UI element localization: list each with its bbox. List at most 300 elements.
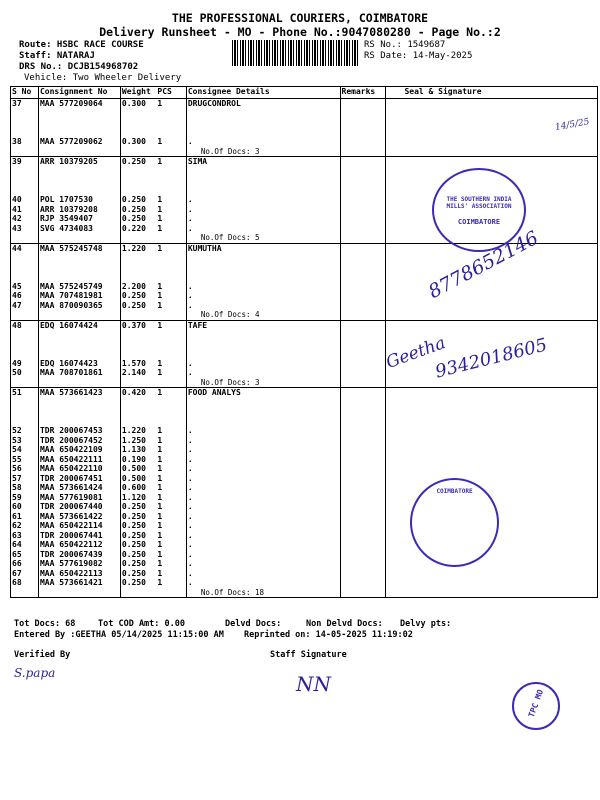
- cell-consignment: MAA 577209062: [38, 137, 120, 147]
- table-row: [11, 301, 598, 311]
- spacer-cell: [186, 253, 340, 263]
- nodocs-empty: [386, 588, 598, 598]
- drs-no: DRS No.: DCJB154968702: [19, 62, 139, 72]
- handwritten-name-tafe: Geetha: [383, 333, 449, 373]
- cell-consignment: MAA 650422113: [38, 569, 120, 579]
- cell-consignment: MAA 870090365: [38, 301, 120, 311]
- cell-consignee-dot: .: [186, 282, 340, 292]
- spacer-cell: [156, 417, 186, 427]
- cell-remarks: [340, 243, 386, 253]
- cell-remarks: [340, 550, 386, 560]
- spacer-cell: [38, 109, 120, 119]
- tpc-stamp-text: TPC MO: [526, 688, 546, 719]
- cell-remarks: [340, 205, 386, 215]
- cell-remarks: [340, 483, 386, 493]
- cell-consignment: TDR 200067439: [38, 550, 120, 560]
- cell-consignment: MAA 708701861: [38, 368, 120, 378]
- col-consignee: Consignee Details: [186, 87, 340, 99]
- cell-weight: 0.600: [120, 483, 156, 493]
- table-row: [11, 388, 598, 398]
- cell-consignment: RJP 3549407: [38, 214, 120, 224]
- cell-consignee-dot: .: [186, 540, 340, 550]
- spacer-cell: [340, 167, 386, 177]
- cell-weight: 0.420: [120, 388, 156, 398]
- cell-sno: 40: [11, 195, 39, 205]
- cell-remarks: [340, 301, 386, 311]
- spacer-cell: [340, 263, 386, 273]
- spacer-cell: [11, 167, 39, 177]
- table-row: [11, 291, 598, 301]
- table-row: [11, 320, 598, 330]
- cell-consignment: MAA 575245748: [38, 243, 120, 253]
- cell-sno: 50: [11, 368, 39, 378]
- nodocs-empty: [120, 310, 156, 320]
- cell-seal: [386, 569, 598, 579]
- spacer-cell: [38, 128, 120, 138]
- runsheet-subtitle: Delivery Runsheet - MO - Phone No.:9047080280 - Page No.:2: [99, 25, 501, 39]
- spacer-cell: [120, 128, 156, 138]
- spacer-cell: [340, 407, 386, 417]
- col-seal: Seal & Signature: [386, 87, 598, 99]
- cell-consignment: MAA 650422109: [38, 445, 120, 455]
- cell-weight: 0.250: [120, 559, 156, 569]
- cell-consignee-dot: .: [186, 521, 340, 531]
- cell-consignment: MAA 650422111: [38, 455, 120, 465]
- spacer-row: [11, 330, 598, 340]
- spacer-cell: [156, 340, 186, 350]
- spacer-cell: [186, 109, 340, 119]
- spacer-cell: [186, 398, 340, 408]
- spacer-cell: [11, 253, 39, 263]
- cell-remarks: [340, 521, 386, 531]
- route: Route: HSBC RACE COURSE: [19, 40, 144, 50]
- cell-consignment: SVG 4734083: [38, 224, 120, 234]
- cell-remarks: [340, 282, 386, 292]
- cell-consignment: MAA 573661422: [38, 512, 120, 522]
- cell-remarks: [340, 359, 386, 369]
- spacer-row: [11, 272, 598, 282]
- spacer-cell: [186, 330, 340, 340]
- cell-weight: 0.370: [120, 320, 156, 330]
- cell-seal: [386, 157, 598, 167]
- cell-weight: 2.200: [120, 282, 156, 292]
- cell-weight: 0.300: [120, 137, 156, 147]
- cell-pcs: 1: [157, 473, 163, 483]
- spacer-cell: [38, 272, 120, 282]
- cell-sno: 46: [11, 291, 39, 301]
- spacer-cell: [186, 340, 340, 350]
- cell-weight: 1.220: [120, 243, 156, 253]
- table-row: [11, 493, 598, 503]
- tot-docs: Tot Docs: 68: [14, 619, 76, 629]
- cell-seal: [386, 445, 598, 455]
- cell-sno: 56: [11, 464, 39, 474]
- nodocs-empty: [38, 588, 120, 598]
- table-row: [11, 540, 598, 550]
- spacer-cell: [340, 349, 386, 359]
- food-stamp-city: COIMBATORE: [436, 488, 473, 495]
- cell-remarks: [340, 493, 386, 503]
- cell-sno: 48: [11, 320, 39, 330]
- cell-sno: 62: [11, 521, 39, 531]
- cell-sno: 37: [11, 99, 39, 109]
- cell-consignment: MAA 577619082: [38, 559, 120, 569]
- spacer-cell: [38, 340, 120, 350]
- cell-seal: [386, 550, 598, 560]
- cell-consignee-dot: .: [186, 578, 340, 588]
- cell-remarks: [340, 578, 386, 588]
- cell-seal: [386, 282, 598, 292]
- spacer-cell: [38, 417, 120, 427]
- table-row: [11, 559, 598, 569]
- cell-pcs: 1: [157, 214, 163, 223]
- cell-remarks: [340, 195, 386, 205]
- spacer-cell: [11, 330, 39, 340]
- cell-consignment: TDR 200067451: [38, 474, 120, 484]
- nodocs-empty: [156, 378, 186, 388]
- cell-remarks: [340, 474, 386, 484]
- cell-consignment: MAA 575245749: [38, 282, 120, 292]
- table-row: [11, 550, 598, 560]
- table-row: [11, 445, 598, 455]
- cell-seal: [386, 436, 598, 446]
- spacer-cell: [38, 253, 120, 263]
- nodocs-empty: [156, 147, 186, 157]
- nodocs-empty: [120, 233, 156, 243]
- table-row: [11, 282, 598, 292]
- spacer-cell: [386, 272, 598, 282]
- spacer-row: [11, 167, 598, 177]
- cell-consignment: MAA 650422112: [38, 540, 120, 550]
- cell-seal: [386, 99, 598, 109]
- spacer-cell: [186, 176, 340, 186]
- cell-remarks: [340, 512, 386, 522]
- cell-consignment: TDR 200067441: [38, 531, 120, 541]
- spacer-cell: [120, 109, 156, 119]
- spacer-cell: [38, 330, 120, 340]
- cell-consignee: DRUGCONDROL: [186, 99, 340, 109]
- nodocs-empty: [340, 233, 386, 243]
- table-row: [11, 464, 598, 474]
- cell-remarks: [340, 320, 386, 330]
- spacer-cell: [11, 417, 39, 427]
- cell-pcs: 1: [157, 492, 163, 502]
- spacer-cell: [340, 176, 386, 186]
- col-remarks: Remarks: [340, 87, 386, 99]
- spacer-cell: [38, 186, 120, 196]
- nodocs-empty: [38, 378, 120, 388]
- spacer-row: [11, 407, 598, 417]
- cell-pcs: 1: [157, 464, 163, 473]
- cell-sno: 53: [11, 436, 39, 446]
- cell-nodocs: No.Of Docs: 18: [186, 588, 340, 598]
- table-row: [11, 436, 598, 446]
- cell-consignee: TAFE: [186, 320, 340, 330]
- spacer-cell: [120, 118, 156, 128]
- sima-round-stamp: [432, 168, 526, 252]
- cell-consignee-dot: .: [186, 531, 340, 541]
- nodocs-empty: [11, 588, 39, 598]
- cell-remarks: [340, 464, 386, 474]
- cell-consignee-dot: .: [186, 493, 340, 503]
- cell-seal: [386, 301, 598, 311]
- spacer-cell: [120, 272, 156, 282]
- entered-by: Entered By :GEETHA 05/14/2025 11:15:00 AM: [14, 630, 224, 640]
- cell-sno: 52: [11, 426, 39, 436]
- cell-sno: 51: [11, 388, 39, 398]
- cell-weight: 0.250: [120, 301, 156, 311]
- cell-consignee-dot: .: [186, 137, 340, 147]
- spacer-cell: [340, 109, 386, 119]
- cell-sno: 39: [11, 157, 39, 167]
- nodocs-empty: [120, 378, 156, 388]
- spacer-row: [11, 109, 598, 119]
- spacer-cell: [156, 128, 186, 138]
- cell-weight: 0.190: [120, 455, 156, 465]
- cell-pcs: 1: [157, 223, 163, 233]
- cell-consignment: MAA 573661424: [38, 483, 120, 493]
- cell-consignment: EDQ 16074423: [38, 359, 120, 369]
- spacer-cell: [120, 263, 156, 273]
- sima-stamp-city: COIMBATORE: [457, 218, 501, 226]
- barcode: [232, 40, 358, 66]
- nodocs-empty: [11, 310, 39, 320]
- spacer-cell: [186, 186, 340, 196]
- handwritten-phone-kumutha: 8778652146: [424, 226, 542, 304]
- cell-consignee-dot: .: [186, 502, 340, 512]
- spacer-cell: [11, 176, 39, 186]
- table-row: [11, 455, 598, 465]
- nodocs-empty: [340, 147, 386, 157]
- cell-nodocs: No.Of Docs: 5: [186, 233, 340, 243]
- cell-remarks: [340, 214, 386, 224]
- cell-seal: [386, 291, 598, 301]
- spacer-cell: [11, 340, 39, 350]
- cell-sno: 64: [11, 540, 39, 550]
- cell-consignment: MAA 577209064: [38, 99, 120, 109]
- spacer-cell: [186, 118, 340, 128]
- table-row: [11, 569, 598, 579]
- table-row: [11, 531, 598, 541]
- cell-consignment: MAA 650422110: [38, 464, 120, 474]
- spacer-cell: [156, 167, 186, 177]
- table-row: [11, 512, 598, 522]
- cell-seal: [386, 559, 598, 569]
- cell-weight: 0.250: [120, 569, 156, 579]
- cell-weight: 0.250: [120, 521, 156, 531]
- cell-sno: 67: [11, 569, 39, 579]
- spacer-cell: [38, 263, 120, 273]
- cell-pcs: 1: [157, 388, 163, 397]
- cell-consignee-dot: .: [186, 474, 340, 484]
- cell-consignee-dot: .: [186, 224, 340, 234]
- cell-pcs: 1: [157, 204, 163, 214]
- cell-consignee: SIMA: [186, 157, 340, 167]
- cell-remarks: [340, 531, 386, 541]
- cell-weight: 2.140: [120, 368, 156, 378]
- spacer-cell: [11, 349, 39, 359]
- spacer-row: [11, 398, 598, 408]
- table-row: [11, 426, 598, 436]
- cell-weight: 0.250: [120, 291, 156, 301]
- cell-weight: 1.130: [120, 445, 156, 455]
- nodocs-empty: [340, 310, 386, 320]
- spacer-cell: [156, 176, 186, 186]
- nodocs-empty: [120, 588, 156, 598]
- table-row: [11, 502, 598, 512]
- cell-consignment: POL 1707530: [38, 195, 120, 205]
- col-weight: Weight: [120, 87, 156, 99]
- cell-weight: 1.570: [120, 359, 156, 369]
- cell-weight: 1.250: [120, 436, 156, 446]
- spacer-cell: [120, 330, 156, 340]
- cell-seal: [386, 578, 598, 588]
- spacer-cell: [11, 128, 39, 138]
- spacer-cell: [120, 340, 156, 350]
- cell-pcs: 1: [157, 511, 163, 521]
- cell-pcs: 1: [157, 521, 163, 530]
- cell-weight: 0.250: [120, 205, 156, 215]
- spacer-cell: [38, 398, 120, 408]
- spacer-row: [11, 118, 598, 128]
- cell-sno: 49: [11, 359, 39, 369]
- cell-pcs: 1: [157, 530, 163, 540]
- spacer-cell: [38, 176, 120, 186]
- delvd-docs: Delvd Docs:: [225, 619, 282, 629]
- cell-pcs: 1: [157, 435, 163, 445]
- cell-consignment: EDQ 16074424: [38, 320, 120, 330]
- cell-remarks: [340, 157, 386, 167]
- cell-remarks: [340, 388, 386, 398]
- cell-consignee-dot: .: [186, 550, 340, 560]
- cell-consignee: KUMUTHA: [186, 243, 340, 253]
- spacer-cell: [340, 340, 386, 350]
- spacer-cell: [386, 109, 598, 119]
- nodocs-empty: [11, 233, 39, 243]
- spacer-cell: [156, 349, 186, 359]
- nodocs-empty: [386, 378, 598, 388]
- nodocs-row: [11, 378, 598, 388]
- spacer-cell: [156, 330, 186, 340]
- cell-seal: [386, 464, 598, 474]
- nodocs-empty: [38, 233, 120, 243]
- vehicle: Vehicle: Two Wheeler Delivery: [24, 73, 182, 83]
- spacer-cell: [340, 253, 386, 263]
- spacer-cell: [11, 109, 39, 119]
- spacer-cell: [38, 349, 120, 359]
- spacer-cell: [120, 398, 156, 408]
- cell-seal: [386, 368, 598, 378]
- nodocs-empty: [156, 588, 186, 598]
- cell-sno: 42: [11, 214, 39, 224]
- spacer-row: [11, 263, 598, 273]
- cell-pcs: 1: [157, 578, 163, 587]
- spacer-cell: [11, 118, 39, 128]
- rs-date: RS Date: 14-May-2025: [364, 51, 473, 61]
- spacer-cell: [38, 118, 120, 128]
- cell-pcs: 1: [157, 291, 163, 300]
- nodocs-empty: [340, 378, 386, 388]
- table-header: [11, 87, 598, 99]
- staff: Staff: NATARAJ: [19, 51, 95, 61]
- reprinted-on: Reprinted on: 14-05-2025 11:19:02: [244, 630, 413, 640]
- cell-consignee-dot: .: [186, 214, 340, 224]
- cell-seal: [386, 455, 598, 465]
- cell-consignee-dot: .: [186, 195, 340, 205]
- cell-consignee-dot: .: [186, 301, 340, 311]
- cell-sno: 68: [11, 578, 39, 588]
- spacer-cell: [156, 272, 186, 282]
- cell-consignee-dot: .: [186, 559, 340, 569]
- cell-sno: 54: [11, 445, 39, 455]
- nodocs-row: [11, 588, 598, 598]
- cell-pcs: 1: [157, 445, 163, 454]
- spacer-cell: [156, 186, 186, 196]
- cell-pcs: 1: [157, 320, 163, 330]
- cell-weight: 1.120: [120, 493, 156, 503]
- tot-cod: Tot COD Amt: 0.00: [98, 619, 185, 629]
- cell-pcs: 1: [157, 157, 163, 166]
- spacer-cell: [340, 417, 386, 427]
- cell-weight: 0.300: [120, 99, 156, 109]
- cell-sno: 55: [11, 455, 39, 465]
- cell-consignment: TDR 200067440: [38, 502, 120, 512]
- tpc-round-stamp: [512, 682, 560, 730]
- cell-weight: 0.250: [120, 195, 156, 205]
- cell-consignee-dot: .: [186, 483, 340, 493]
- cell-sno: 63: [11, 531, 39, 541]
- cell-consignment: MAA 573661421: [38, 578, 120, 588]
- nodocs-empty: [386, 310, 598, 320]
- cell-consignee-dot: .: [186, 368, 340, 378]
- col-pcs: PCS: [156, 87, 186, 99]
- cell-consignment: MAA 573661423: [38, 388, 120, 398]
- spacer-cell: [38, 167, 120, 177]
- cell-weight: 0.500: [120, 474, 156, 484]
- spacer-cell: [186, 128, 340, 138]
- cell-consignee-dot: .: [186, 569, 340, 579]
- spacer-cell: [186, 272, 340, 282]
- cell-consignment: ARR 10379205: [38, 157, 120, 167]
- nodocs-empty: [11, 378, 39, 388]
- cell-sno: 47: [11, 301, 39, 311]
- cell-consignment: TDR 200067453: [38, 426, 120, 436]
- cell-consignee-dot: .: [186, 291, 340, 301]
- cell-remarks: [340, 99, 386, 109]
- cell-sno: 61: [11, 512, 39, 522]
- spacer-cell: [186, 417, 340, 427]
- spacer-cell: [386, 398, 598, 408]
- cell-consignee-dot: .: [186, 464, 340, 474]
- cell-remarks: [340, 137, 386, 147]
- cell-seal: [386, 426, 598, 436]
- spacer-cell: [186, 263, 340, 273]
- cell-consignee-dot: .: [186, 426, 340, 436]
- cell-remarks: [340, 436, 386, 446]
- spacer-cell: [120, 253, 156, 263]
- spacer-cell: [386, 417, 598, 427]
- spacer-cell: [340, 330, 386, 340]
- cell-consignee-dot: .: [186, 512, 340, 522]
- cell-consignment: MAA 707481981: [38, 291, 120, 301]
- spacer-cell: [340, 128, 386, 138]
- spacer-cell: [11, 263, 39, 273]
- cell-consignee-dot: .: [186, 455, 340, 465]
- cell-remarks: [340, 368, 386, 378]
- spacer-cell: [156, 253, 186, 263]
- cell-pcs: 1: [157, 549, 163, 559]
- cell-pcs: 1: [157, 483, 163, 492]
